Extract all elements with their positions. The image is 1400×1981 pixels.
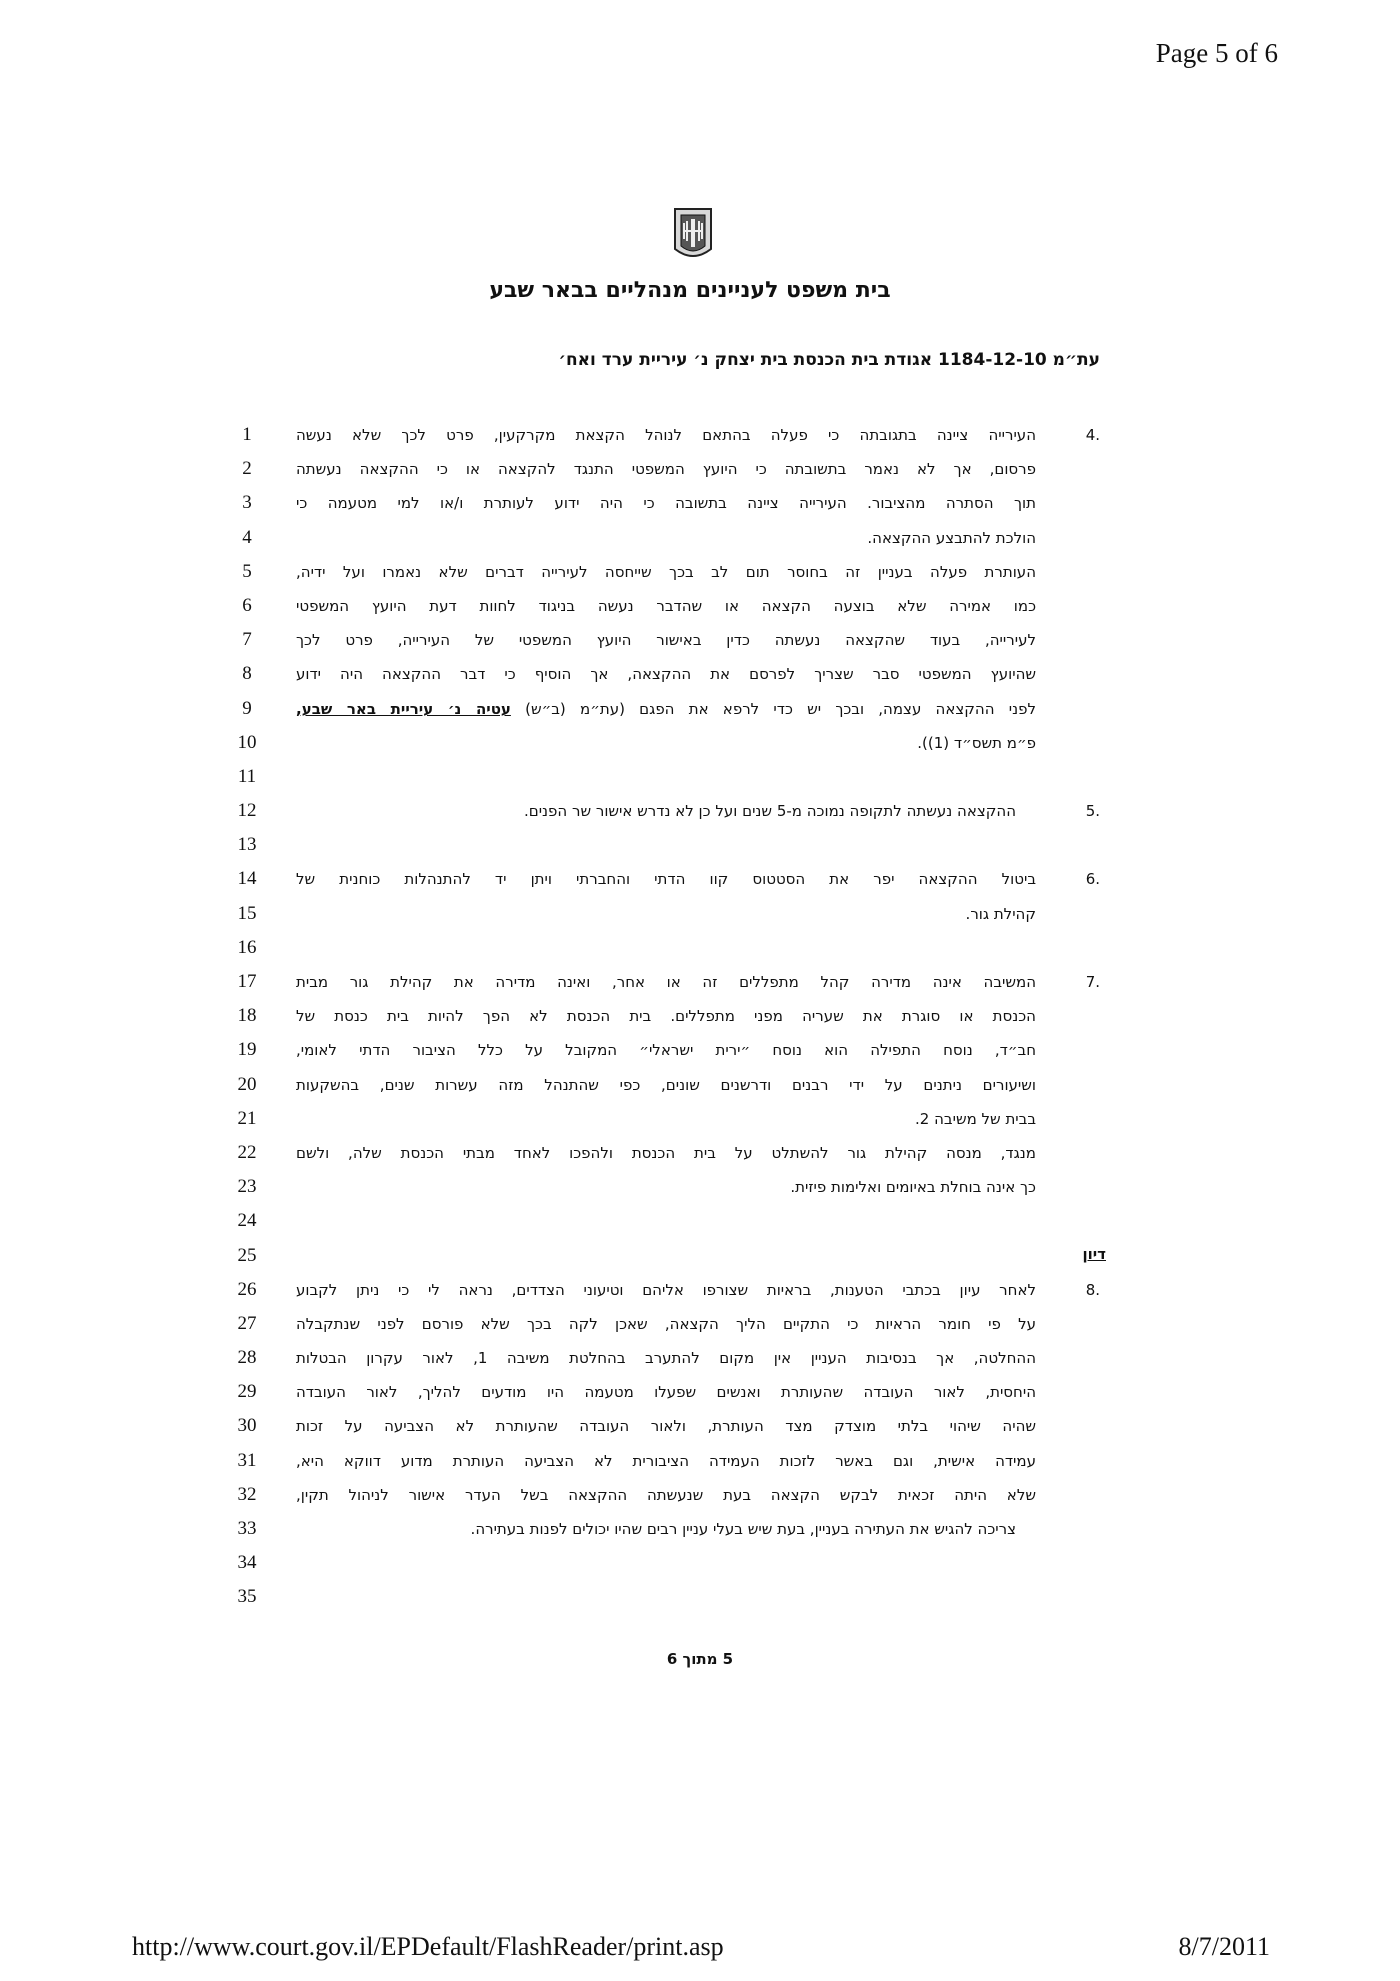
- text-line: [296, 1136, 1036, 1170]
- text-line: [296, 521, 1036, 555]
- line-number: 31: [237, 1449, 257, 1471]
- line-number-column: [232, 418, 262, 1615]
- line-number: 23: [237, 1176, 257, 1198]
- text-line: [296, 1478, 1036, 1512]
- paragraph-number: [1070, 1478, 1100, 1512]
- line-number: 26: [237, 1278, 257, 1300]
- line-number: 6: [242, 594, 252, 616]
- line-number: 15: [237, 902, 257, 924]
- text-segment: לעירייה, בעוד שהקצאה נעשתה כדין באישור היועץ המשפטי של העירייה, פרט לכך: [296, 631, 1036, 650]
- line-number: 24: [237, 1210, 257, 1232]
- text-segment: קהילת גור.: [965, 904, 1036, 923]
- paragraph-number: 5.: [1085, 802, 1100, 821]
- paragraph-number: [1070, 486, 1100, 520]
- line-number: 29: [237, 1381, 257, 1403]
- text-segment: ביטול ההקצאה יפר את הסטטוס קוו הדתי והחברתי ויתן יד להתנהלות כוחנית של: [296, 870, 1036, 889]
- text-line: [296, 1273, 1036, 1307]
- footer-url: http://www.court.gov.il/EPDefault/FlashReader/print.asp: [132, 1932, 724, 1961]
- line-number: 16: [237, 936, 257, 958]
- line-number: 21: [237, 1107, 257, 1129]
- line-number: 32: [237, 1483, 257, 1505]
- state-emblem-icon: [671, 205, 715, 265]
- section-heading-discussion: דיון: [1082, 1245, 1106, 1263]
- text-segment: שלא היתה זכאית לבקש הקצאה בעת שנעשתה ההקצאה בשל העדר אישור לניהול תקין,: [296, 1485, 1036, 1504]
- text-line: [296, 418, 1036, 452]
- paragraph-number: [1070, 1375, 1100, 1409]
- paragraph-number: 6.: [1085, 870, 1100, 889]
- text-line: [296, 931, 1036, 965]
- text-segment: פרסום, אך לא נאמר בתשובתה כי היועץ המשפטי התנגד להקצאה או כי ההקצאה נעשתה: [296, 460, 1036, 479]
- text-line: [296, 1033, 1036, 1067]
- paragraph-number: [1070, 1136, 1100, 1170]
- text-line: [296, 1204, 1036, 1238]
- text-line: [296, 1170, 1036, 1204]
- text-segment: הולכת להתבצע ההקצאה.: [867, 528, 1036, 547]
- paragraph-number: [1070, 1409, 1100, 1443]
- line-number: 35: [237, 1586, 257, 1608]
- text-line: [296, 1444, 1036, 1478]
- court-title: בית משפט לעניינים מנהליים בבאר שבע: [489, 278, 891, 303]
- text-line: [296, 1546, 1036, 1580]
- paragraph-number: [1070, 521, 1100, 555]
- text-line: [296, 1341, 1036, 1375]
- case-title: עת״מ 1184-12-10 אגודת בית הכנסת בית יצחק נ׳ עיריית ערד ואח׳: [558, 350, 1100, 370]
- line-number: 22: [237, 1141, 257, 1163]
- text-segment: לאחר עיון בכתבי הטענות, בראיות שצורפו אליהם וטיעוני הצדדים, נראה לי כי ניתן לקבוע: [296, 1280, 1036, 1299]
- text-line: [296, 760, 1036, 794]
- paragraph-number: 7.: [1085, 973, 1100, 991]
- text-line: [296, 589, 1036, 623]
- text-segment: צריכה להגיש את העתירה בעניין, בעת שיש בעלי עניין רבים שהיו יכולים לפנות בעתירה.: [470, 1520, 1016, 1538]
- page-counter: 5 מתוך 6: [666, 1650, 734, 1668]
- paragraph-number: [1070, 931, 1100, 965]
- text-segment: ושיעורים ניתנים על ידי רבנים ודרשנים שונים, כפי שהתנהל מזה עשרות שנים, בהשקעות: [296, 1075, 1036, 1094]
- text-segment: שהיה שיהוי בלתי מוצדק מצד העותרת, ולאור העובדה שהעותרת לא הצביעה על זכות: [296, 1417, 1036, 1436]
- line-number: 12: [237, 800, 257, 822]
- paragraph-number: [1070, 1068, 1100, 1102]
- paragraph-number: 8.: [1085, 1280, 1100, 1299]
- line-number: 8: [242, 663, 252, 685]
- text-line: [296, 828, 1036, 862]
- text-line: [296, 999, 1036, 1033]
- text-line: [296, 657, 1036, 691]
- paragraph-number: [1070, 1307, 1100, 1341]
- text-line: [296, 897, 1036, 931]
- line-number: 30: [237, 1415, 257, 1437]
- text-line: [296, 452, 1036, 486]
- text-segment: ההחלטה, אך בנסיבות העניין אין מקום להתערב בהחלטת משיבה 1, לאור עקרון הבטלות: [296, 1349, 1036, 1368]
- text-line: [296, 862, 1036, 896]
- text-segment: כך אינה בוחלת באיומים ואלימות פיזית.: [790, 1178, 1036, 1197]
- line-number: 25: [237, 1244, 257, 1266]
- paragraph-number: [1070, 452, 1100, 486]
- footer-date: 8/7/2011: [1178, 1932, 1270, 1961]
- line-number: 14: [237, 868, 257, 890]
- text-line: [296, 1102, 1036, 1136]
- text-segment: בבית של משיבה 2.: [915, 1109, 1036, 1128]
- line-number: 28: [237, 1347, 257, 1369]
- line-number: 27: [237, 1312, 257, 1334]
- paragraph-number: [1070, 1204, 1100, 1238]
- paragraph-number: [1070, 1341, 1100, 1375]
- text-segment: עמידה אישית, וגם באשר לזכות העמידה הציבורית לא הצביעה העותרת מדוע דווקא היא,: [296, 1451, 1036, 1470]
- text-segment: פ״מ תשס״ד (1)).: [917, 733, 1036, 752]
- case-citation: עטיה נ׳ עיריית באר שבע,: [296, 699, 511, 718]
- text-line: [296, 794, 1036, 828]
- line-number: 19: [237, 1039, 257, 1061]
- text-line: [296, 1512, 1036, 1546]
- line-number: 13: [237, 834, 257, 856]
- text-line: [296, 1375, 1036, 1409]
- paragraph-number: [1070, 760, 1100, 794]
- line-number: 20: [237, 1073, 257, 1095]
- line-number: 9: [242, 697, 252, 719]
- paragraph-number: [1070, 1102, 1100, 1136]
- line-number: 18: [237, 1005, 257, 1027]
- paragraph-number: [1070, 1580, 1100, 1614]
- paragraph-number: [1070, 555, 1100, 589]
- line-number: 33: [237, 1518, 257, 1539]
- paragraph-number: [1070, 999, 1100, 1033]
- text-line: [296, 965, 1036, 999]
- line-number: 5: [242, 560, 252, 582]
- paragraph-number: [1070, 657, 1100, 691]
- text-line: [296, 1580, 1036, 1614]
- paragraph-number: [1070, 828, 1100, 862]
- document-body: [296, 418, 1036, 1615]
- line-number: 2: [242, 458, 252, 480]
- paragraph-number: [1070, 1546, 1100, 1580]
- text-segment: שהיועץ המשפטי סבר שצריך לפרסם את ההקצאה, אך הוסיף כי דבר ההקצאה היה ידוע: [296, 665, 1036, 684]
- text-segment: מנגד, מנסה קהילת גור להשתלט על בית הכנסת ולהפכו לאחד מבתי הכנסת שלה, ולשם: [296, 1143, 1036, 1162]
- text-segment: המשיבה אינה מדירה קהל מתפללים זה או אחר, ואינה מדירה את קהילת גור מבית: [296, 973, 1036, 991]
- paragraph-number: [1070, 1512, 1100, 1546]
- paragraph-number: [1070, 726, 1100, 760]
- line-number: 3: [242, 492, 252, 514]
- text-segment: תוך הסתרה מהציבור. העירייה ציינה בתשובה כי היה ידוע לעותרת ו/או למי מטעמה כי: [296, 494, 1036, 513]
- paragraph-number: [1070, 1170, 1100, 1204]
- paragraph-number: [1070, 692, 1100, 726]
- paragraph-number: [1070, 1444, 1100, 1478]
- text-line: [296, 623, 1036, 657]
- text-segment: כמו אמירה שלא בוצעה הקצאה או שהדבר נעשה בניגוד לחוות דעת היועץ המשפטי: [296, 596, 1036, 615]
- line-number: 7: [242, 629, 252, 651]
- line-number: 4: [242, 526, 252, 548]
- paragraph-number: [1070, 623, 1100, 657]
- text-line: [296, 1239, 1036, 1273]
- text-line: [296, 1068, 1036, 1102]
- paragraph-number: [1070, 1033, 1100, 1067]
- text-line: [296, 1307, 1036, 1341]
- paragraph-number: [1070, 589, 1100, 623]
- text-line: [296, 1409, 1036, 1443]
- text-line: [296, 692, 1036, 726]
- paragraph-number: [1070, 897, 1100, 931]
- text-segment: העירייה ציינה בתגובתה כי פעלה בהתאם לנוהל הקצאת מקרקעין, פרט לכך שלא נעשה: [296, 426, 1036, 444]
- text-segment: על פי חומר הראיות כי התקיים הליך הקצאה, שאכן לקה בכך שלא פורסם לפני שנתקבלה: [296, 1314, 1036, 1333]
- text-segment: היחסית, לאור העובדה שהעותרת ואנשים שפעלו מטעמה היו מודעים להליך, לאור העובדה: [296, 1383, 1036, 1402]
- text-line: [296, 486, 1036, 520]
- text-segment: ההקצאה נעשתה לתקופה נמוכה מ-5 שנים ועל כן לא נדרש אישור שר הפנים.: [523, 802, 1016, 821]
- text-segment: לפני ההקצאה עצמה, ובכך יש כדי לרפא את הפגם (עת״מ (ב״ש): [510, 699, 1036, 718]
- paragraph-number: 4.: [1085, 426, 1100, 444]
- line-number: 11: [237, 765, 257, 787]
- text-line: [296, 555, 1036, 589]
- line-number: 10: [237, 731, 257, 753]
- line-number: 34: [237, 1552, 257, 1574]
- text-segment: העותרת פעלה בעניין זה בחוסר תום לב בכך שייחסה לעירייה דברים שלא נאמרו ועל ידיה,: [296, 562, 1036, 581]
- text-segment: חב״ד, נוסח התפילה הוא נוסח ״ירית ישראלי״ המקובל על כלל הציבור הדתי לאומי,: [296, 1041, 1036, 1060]
- line-number: 1: [242, 424, 252, 445]
- paragraph-number-column: [1070, 418, 1100, 1615]
- text-segment: הכנסת או סוגרת את שעריה מפני מתפללים. בית הכנסת לא הפך להיות בית כנסת של: [296, 1007, 1036, 1026]
- line-number: 17: [237, 971, 257, 992]
- text-line: [296, 726, 1036, 760]
- print-page-label: Page 5 of 6: [1155, 38, 1278, 68]
